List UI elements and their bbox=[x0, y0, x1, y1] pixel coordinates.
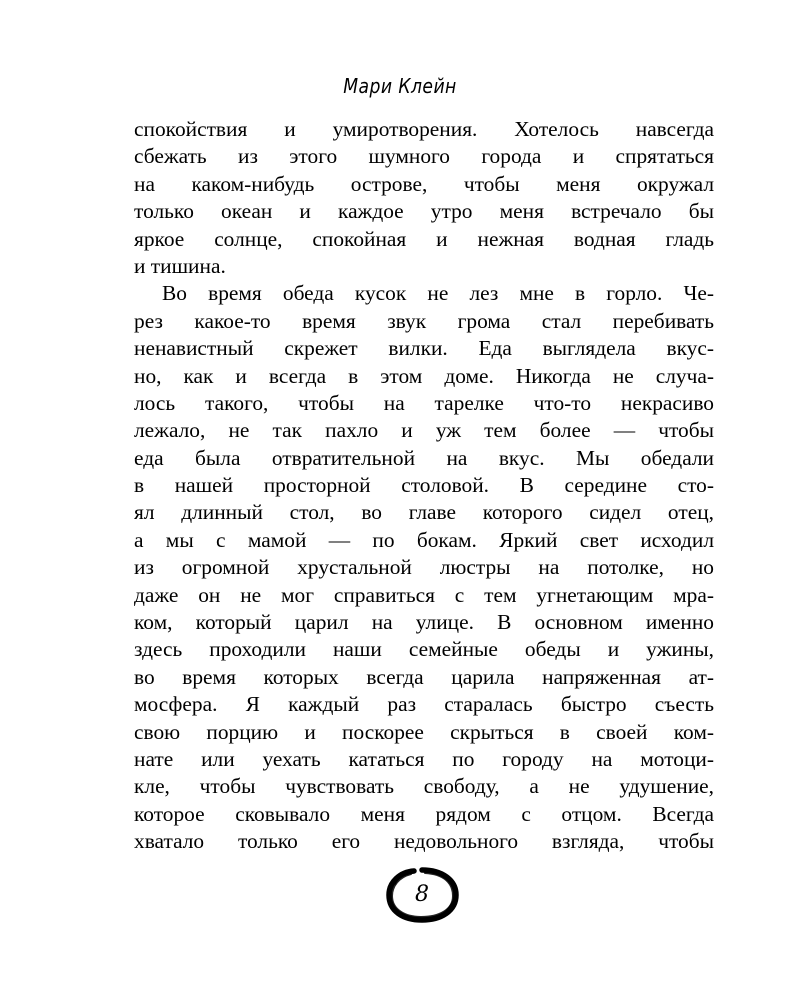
text-line: во время которых всегда царила напряженная ат- bbox=[134, 664, 714, 689]
text-line: но, как и всегда в этом доме. Никогда не случа- bbox=[134, 363, 714, 388]
text-line: мосфера. Я каждый раз старалась быстро съесть bbox=[134, 692, 714, 717]
page-number: 8 bbox=[415, 882, 429, 907]
text-line: еда была отвратительной на вкус. Мы обедали bbox=[134, 445, 714, 470]
text-line: на каком-нибудь острове, чтобы меня окружал bbox=[134, 171, 714, 196]
text-line: которое сковывало меня рядом с отцом. Всегда bbox=[134, 801, 714, 826]
text-line: даже он не мог справиться с тем угнетающим мра- bbox=[134, 582, 714, 607]
text-line: спокойствия и умиротворения. Хотелось навсегда bbox=[134, 117, 714, 141]
text-line: рез какое-то время звук грома стал перебивать bbox=[134, 308, 714, 333]
text-line: здесь проходили наши семейные обеды и ужины, bbox=[134, 637, 714, 662]
text-line: ком, который царил на улице. В основном именно bbox=[134, 610, 714, 635]
text-line: кле, чтобы чувствовать свободу, а не удушение, bbox=[134, 774, 714, 799]
text-line: лось такого, чтобы на тарелке что-то некрасиво bbox=[134, 390, 714, 415]
text-line: ял длинный стол, во главе которого сидел отец, bbox=[134, 500, 714, 525]
text-line: в нашей просторной столовой. В середине сто- bbox=[134, 473, 714, 498]
text-line: ненавистный скрежет вилки. Еда выглядела вкус- bbox=[134, 336, 714, 361]
text-line: сбежать из этого шумного города и спрятаться bbox=[134, 144, 714, 169]
text-line: нате или уехать кататься по городу на мотоци- bbox=[134, 746, 714, 771]
text-line: хватало только его недовольного взгляда, чтобы bbox=[134, 829, 714, 854]
text-line: свою порцию и поскорее скрыться в своей ком- bbox=[134, 719, 714, 744]
text-line: из огромной хрустальной люстры на потолке, но bbox=[134, 555, 714, 580]
text-line: яркое солнце, спокойная и нежная водная гладь bbox=[134, 226, 714, 251]
text-line: лежало, не так пахло и уж тем более — чтобы bbox=[134, 418, 714, 443]
running-title: Мари Клейн bbox=[343, 74, 457, 98]
body-text bbox=[134, 116, 714, 856]
text-line: а мы с мамой — по бокам. Яркий свет исходил bbox=[134, 527, 714, 552]
text-line: и тишина. bbox=[134, 253, 226, 278]
text-line: Во время обеда кусок не лез мне в горло. Че- bbox=[162, 281, 714, 306]
text-line: только океан и каждое утро меня встречало бы bbox=[134, 199, 714, 224]
page-number-badge bbox=[384, 866, 460, 924]
